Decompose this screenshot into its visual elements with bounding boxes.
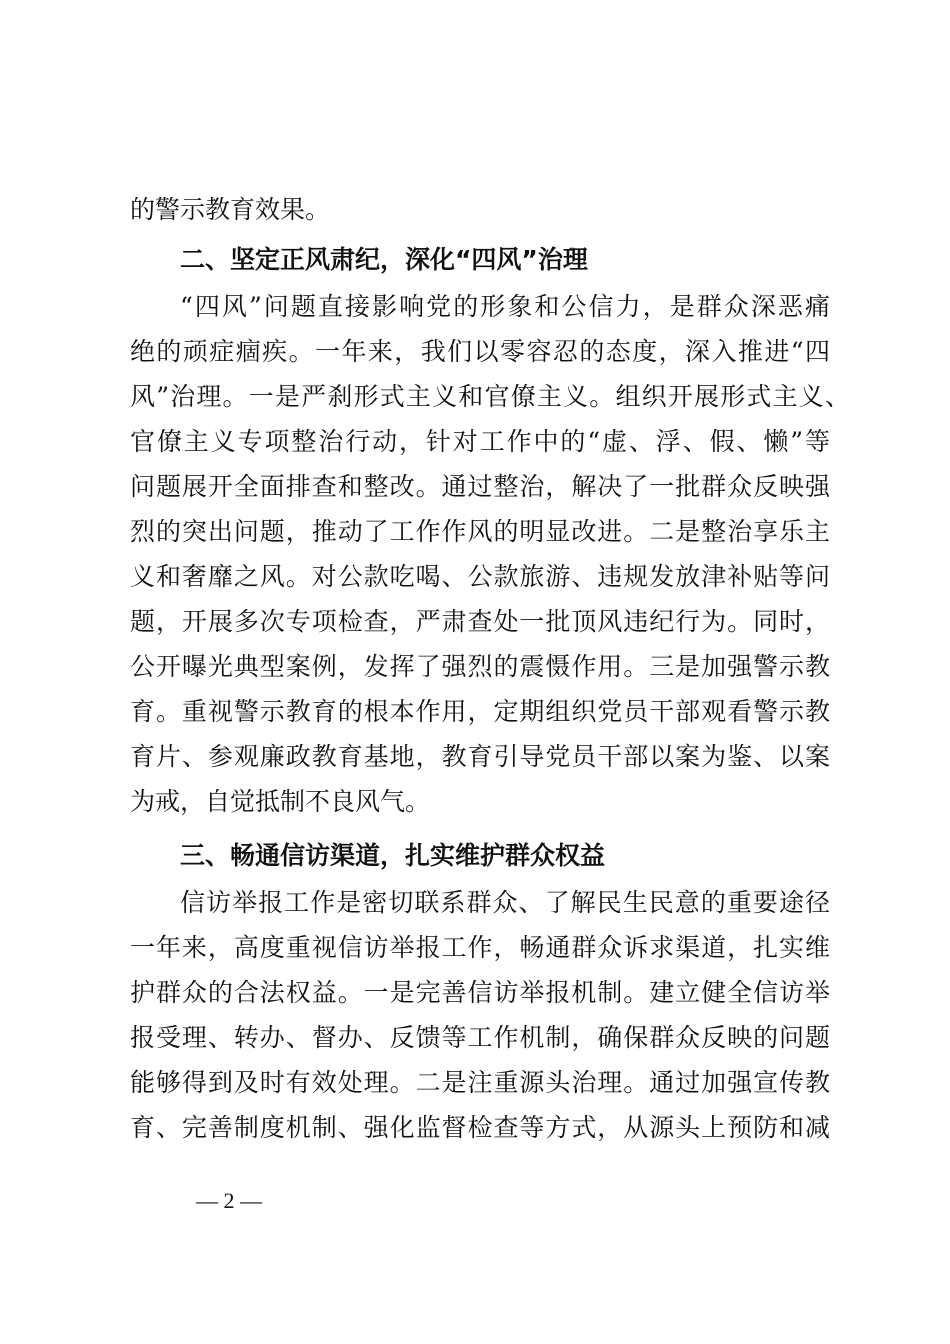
paragraph-line: 题，开展多次专项检查，严肃查处一批顶风违纪行为。同时， (130, 607, 830, 636)
paragraph-line: 育片、参观廉政教育基地，教育引导党员干部以案为鉴、以案 (130, 742, 830, 771)
section-heading-2: 二、坚定正风肃纪，深化“四风”治理 (180, 245, 588, 274)
paragraph-line: 烈的突出问题，推动了工作作风的明显改进。二是整治享乐主 (130, 517, 830, 546)
paragraph-line: 问题展开全面排查和整改。通过整治，解决了一批群众反映强 (130, 472, 830, 501)
paragraph-line: 育。重视警示教育的根本作用，定期组织党员干部观看警示教 (130, 697, 830, 726)
paragraph-line: 公开曝光典型案例，发挥了强烈的震慑作用。三是加强警示教 (130, 652, 830, 681)
paragraph-line: 官僚主义专项整治行动，针对工作中的“虚、浮、假、懒”等 (130, 427, 830, 456)
page-number: — 2 — (196, 1188, 262, 1213)
paragraph-line: 的警示教育效果。 (130, 195, 331, 224)
paragraph-line: 绝的顽症痼疾。一年来，我们以零容忍的态度，深入推进“四 (130, 337, 830, 366)
paragraph-line: 能够得到及时有效处理。二是注重源头治理。通过加强宣传教 (130, 1068, 830, 1097)
paragraph-line: 护群众的合法权益。一是完善信访举报机制。建立健全信访举 (130, 978, 830, 1007)
paragraph-line: 风”治理。一是严刹形式主义和官僚主义。组织开展形式主义、 (130, 382, 850, 411)
section-heading-3: 三、畅通信访渠道，扎实维护群众权益 (180, 841, 606, 870)
paragraph-line: 一年来，高度重视信访举报工作，畅通群众诉求渠道，扎实维 (130, 933, 830, 962)
paragraph-line: 报受理、转办、督办、反馈等工作机制，确保群众反映的问题 (130, 1023, 830, 1052)
paragraph-line: 育、完善制度机制、强化监督检查等方式，从源头上预防和减 (130, 1113, 830, 1142)
paragraph-line: 义和奢靡之风。对公款吃喝、公款旅游、违规发放津补贴等问 (130, 562, 830, 591)
paragraph-line: 信访举报工作是密切联系群众、了解民生民意的重要途径 (180, 888, 830, 917)
paragraph-line: “四风”问题直接影响党的形象和公信力，是群众深恶痛 (180, 292, 830, 321)
paragraph-line: 为戒，自觉抵制不良风气。 (130, 787, 431, 816)
